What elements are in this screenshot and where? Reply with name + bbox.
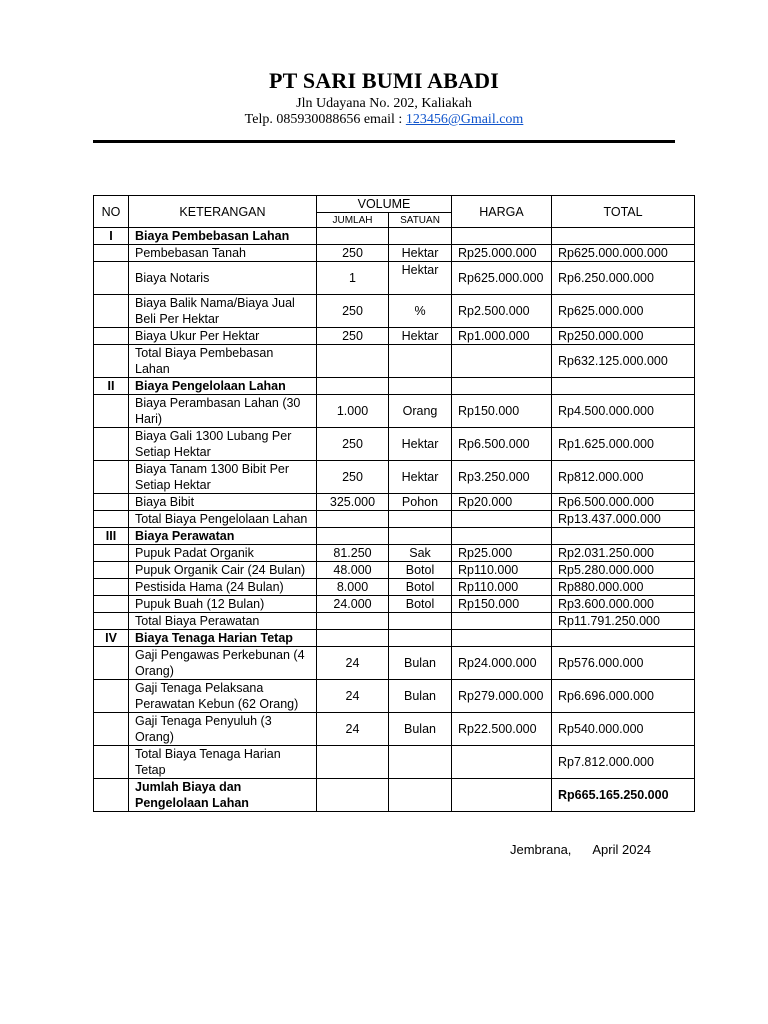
item-harga: Rp20.000 [452, 494, 552, 511]
table-row [94, 579, 695, 596]
grand-total-label: Jumlah Biaya dan Pengelolaan Lahan [129, 779, 317, 812]
header-keterangan: KETERANGAN [129, 196, 317, 228]
item-satuan: % [389, 295, 452, 328]
header-satuan: SATUAN [389, 213, 452, 228]
company-name: PT SARI BUMI ABADI [269, 68, 499, 93]
item-total: Rp6.250.000.000 [552, 262, 695, 295]
item-description: Biaya Bibit [129, 494, 317, 511]
place: Jembrana, [510, 842, 572, 857]
table-row [94, 395, 695, 428]
item-harga: Rp2.500.000 [452, 295, 552, 328]
section-number: IV [94, 630, 129, 647]
item-satuan: Pohon [389, 494, 452, 511]
item-total: Rp4.500.000.000 [552, 395, 695, 428]
item-description: Pupuk Buah (12 Bulan) [129, 596, 317, 613]
section-row [94, 228, 695, 245]
section-number: I [94, 228, 129, 245]
item-description: Biaya Notaris [129, 262, 317, 295]
item-description: Pestisida Hama (24 Bulan) [129, 579, 317, 596]
item-harga: Rp150.000 [452, 596, 552, 613]
item-description: Pupuk Organik Cair (24 Bulan) [129, 562, 317, 579]
item-jumlah: 48.000 [317, 562, 389, 579]
item-satuan: Bulan [389, 680, 452, 713]
email-link[interactable]: 123456@Gmail.com [405, 112, 524, 127]
item-description: Gaji Tenaga Penyuluh (3 Orang) [129, 713, 317, 746]
date: April 2024 [592, 842, 651, 857]
table-row [94, 596, 695, 613]
item-jumlah: 250 [317, 461, 389, 494]
item-satuan: Hektar [389, 245, 452, 262]
item-description: Biaya Balik Nama/Biaya Jual Beli Per Hektar [129, 295, 317, 328]
item-jumlah: 81.250 [317, 545, 389, 562]
item-total: Rp625.000.000.000 [552, 245, 695, 262]
item-satuan: Sak [389, 545, 452, 562]
table-row [94, 262, 695, 295]
subtotal-label: Total Biaya Tenaga Harian Tetap [129, 746, 317, 779]
item-satuan: Hektar [389, 262, 452, 295]
section-number: II [94, 378, 129, 395]
header-harga: HARGA [452, 196, 552, 228]
item-total: Rp3.600.000.000 [552, 596, 695, 613]
subtotal-row [94, 345, 695, 378]
company-address: Jln Udayana No. 202, Kaliakah [296, 96, 472, 111]
subtotal-label: Total Biaya Pembebasan Lahan [129, 345, 317, 378]
item-description: Pembebasan Tanah [129, 245, 317, 262]
item-harga: Rp3.250.000 [452, 461, 552, 494]
item-satuan: Bulan [389, 713, 452, 746]
item-jumlah: 24 [317, 680, 389, 713]
item-jumlah: 250 [317, 428, 389, 461]
letterhead [0, 66, 768, 128]
table-row [94, 245, 695, 262]
item-jumlah: 250 [317, 245, 389, 262]
item-jumlah: 250 [317, 295, 389, 328]
item-harga: Rp25.000 [452, 545, 552, 562]
item-description: Gaji Tenaga Pelaksana Perawatan Kebun (62 Orang) [129, 680, 317, 713]
item-jumlah: 325.000 [317, 494, 389, 511]
item-jumlah: 24 [317, 647, 389, 680]
item-harga: Rp24.000.000 [452, 647, 552, 680]
header-total: TOTAL [552, 196, 695, 228]
table-row [94, 680, 695, 713]
item-harga: Rp150.000 [452, 395, 552, 428]
header-divider [93, 140, 675, 143]
item-harga: Rp25.000.000 [452, 245, 552, 262]
item-total: Rp625.000.000 [552, 295, 695, 328]
item-satuan: Hektar [389, 428, 452, 461]
item-harga: Rp110.000 [452, 579, 552, 596]
subtotal-row [94, 613, 695, 630]
grand-total-row [94, 779, 695, 812]
item-total: Rp812.000.000 [552, 461, 695, 494]
table-row [94, 428, 695, 461]
item-total: Rp250.000.000 [552, 328, 695, 345]
item-jumlah: 24.000 [317, 596, 389, 613]
table-row [94, 562, 695, 579]
subtotal-value: Rp11.791.250.000 [552, 613, 695, 630]
item-harga: Rp1.000.000 [452, 328, 552, 345]
item-total: Rp576.000.000 [552, 647, 695, 680]
header-no: NO [94, 196, 129, 228]
section-title: Biaya Pengelolaan Lahan [129, 378, 317, 395]
subtotal-label: Total Biaya Perawatan [129, 613, 317, 630]
grand-total-value: Rp665.165.250.000 [552, 779, 695, 812]
subtotal-label: Total Biaya Pengelolaan Lahan [129, 511, 317, 528]
header-volume: VOLUME [317, 196, 452, 213]
section-title: Biaya Pembebasan Lahan [129, 228, 317, 245]
item-satuan: Botol [389, 562, 452, 579]
item-harga: Rp22.500.000 [452, 713, 552, 746]
item-harga: Rp279.000.000 [452, 680, 552, 713]
table-row [94, 647, 695, 680]
item-satuan: Orang [389, 395, 452, 428]
item-total: Rp540.000.000 [552, 713, 695, 746]
table-row [94, 328, 695, 345]
item-harga: Rp6.500.000 [452, 428, 552, 461]
section-row [94, 630, 695, 647]
signature-place-date [510, 842, 651, 858]
item-jumlah: 24 [317, 713, 389, 746]
header-jumlah: JUMLAH [317, 213, 389, 228]
table-row [94, 461, 695, 494]
subtotal-value: Rp13.437.000.000 [552, 511, 695, 528]
table-row [94, 713, 695, 746]
section-title: Biaya Perawatan [129, 528, 317, 545]
phone-text: Telp. 085930088656 email : [244, 112, 406, 127]
subtotal-value: Rp632.125.000.000 [552, 345, 695, 378]
item-total: Rp5.280.000.000 [552, 562, 695, 579]
cost-table [93, 195, 695, 812]
item-satuan: Botol [389, 596, 452, 613]
section-number: III [94, 528, 129, 545]
section-title: Biaya Tenaga Harian Tetap [129, 630, 317, 647]
subtotal-row [94, 511, 695, 528]
item-satuan: Bulan [389, 647, 452, 680]
item-jumlah: 1.000 [317, 395, 389, 428]
item-description: Biaya Tanam 1300 Bibit Per Setiap Hektar [129, 461, 317, 494]
item-total: Rp880.000.000 [552, 579, 695, 596]
section-row [94, 378, 695, 395]
section-row [94, 528, 695, 545]
item-total: Rp6.500.000.000 [552, 494, 695, 511]
item-satuan: Botol [389, 579, 452, 596]
company-contact [0, 111, 768, 128]
item-total: Rp2.031.250.000 [552, 545, 695, 562]
item-description: Biaya Gali 1300 Lubang Per Setiap Hektar [129, 428, 317, 461]
item-description: Gaji Pengawas Perkebunan (4 Orang) [129, 647, 317, 680]
item-description: Pupuk Padat Organik [129, 545, 317, 562]
table-row [94, 494, 695, 511]
item-harga: Rp110.000 [452, 562, 552, 579]
item-harga: Rp625.000.000 [452, 262, 552, 295]
item-jumlah: 250 [317, 328, 389, 345]
item-total: Rp6.696.000.000 [552, 680, 695, 713]
item-satuan: Hektar [389, 461, 452, 494]
item-total: Rp1.625.000.000 [552, 428, 695, 461]
item-jumlah: 1 [317, 262, 389, 295]
subtotal-value: Rp7.812.000.000 [552, 746, 695, 779]
table-row [94, 295, 695, 328]
item-satuan: Hektar [389, 328, 452, 345]
item-description: Biaya Ukur Per Hektar [129, 328, 317, 345]
item-description: Biaya Perambasan Lahan (30 Hari) [129, 395, 317, 428]
table-row [94, 545, 695, 562]
subtotal-row [94, 746, 695, 779]
item-jumlah: 8.000 [317, 579, 389, 596]
